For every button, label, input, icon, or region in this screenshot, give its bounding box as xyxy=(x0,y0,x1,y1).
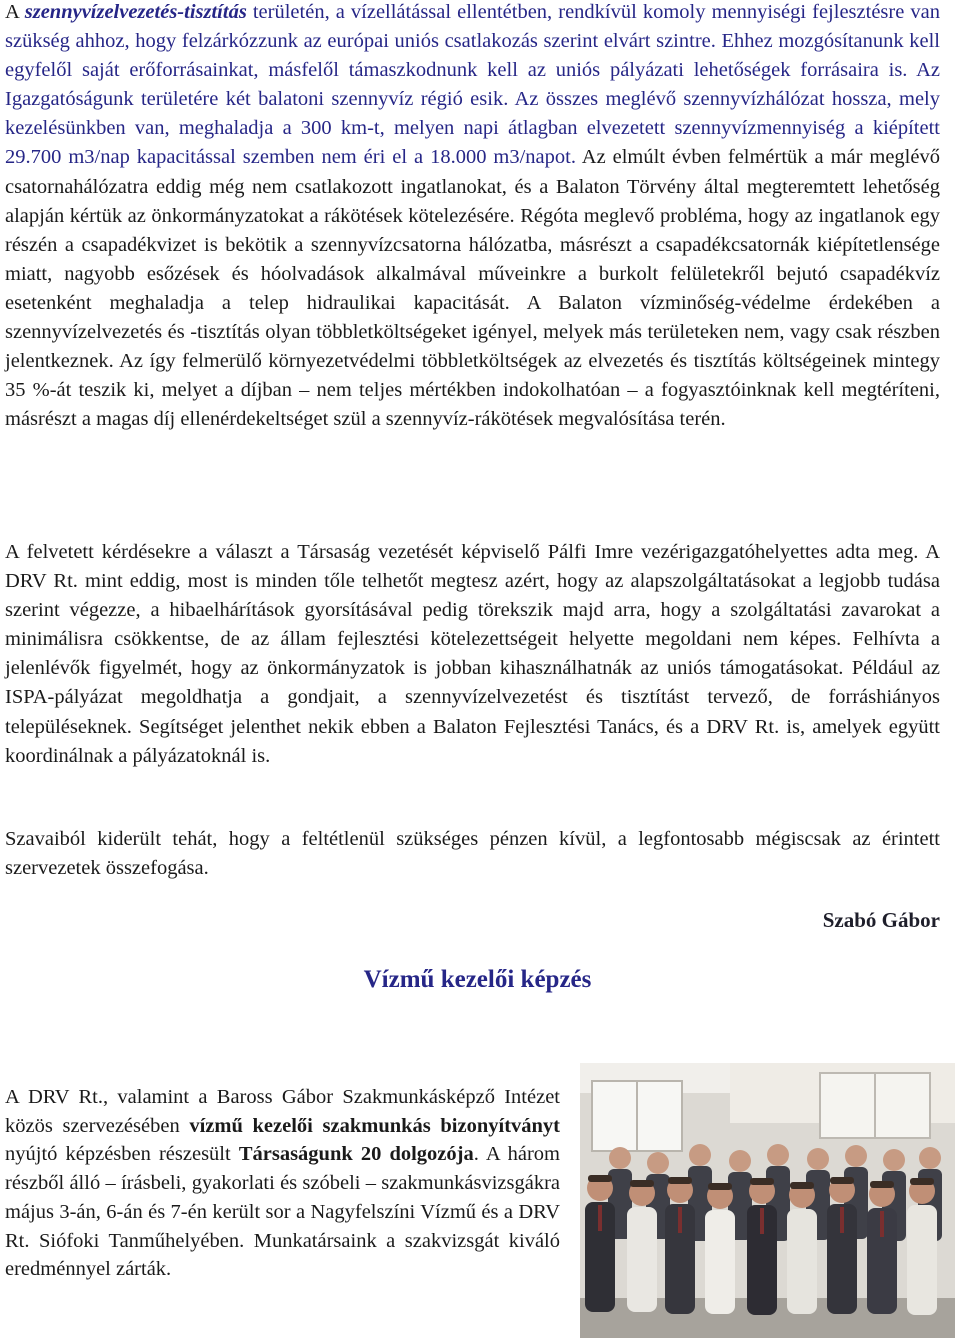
training-bold-2: Társaságunk 20 dolgozója xyxy=(238,1143,474,1166)
paragraph-training xyxy=(5,1083,560,1284)
term-wastewater: szennyvízelvezetés-tisztítás xyxy=(24,1,247,23)
training-text-1: A DRV Rt., valamint a Baross Gábor Szakmunkásképző Intézet közös szervezésében xyxy=(5,1086,560,1137)
training-bold-1: vízmű kezelői szakmunkás bizonyítványt xyxy=(189,1114,560,1137)
para-lead: A xyxy=(5,1,25,23)
paragraph-wastewater xyxy=(5,0,940,434)
training-text-2: nyújtó képzésben részesült xyxy=(5,1143,239,1166)
article-heading: Vízmű kezelői képzés xyxy=(363,966,592,993)
author-signature: Szabó Gábor xyxy=(822,908,940,932)
group-photo xyxy=(580,1063,955,1338)
paragraph-answer: A felvetett kérdésekre a választ a Társaság vezetését képviselő Pálfi Imre vezérigazgatóhelyettes adta meg. A DRV Rt. mint eddig, most is minden tőle telhetőt megtesz azért, hogy az alapszolgáltatásokat a legjobb tudása szerint végezze, a hibaelhárítások gyorsításával pedig törekszik majd arra, hogy a szolgáltatási zavarokat a minimálisra csökkentse, de az állam fejlesztési kötelezettségeit helyette megoldani nem képes. Felhívta a jelenlévők figyelmét, hogy az önkormányzatok is jobban kihasználhatnák az uniós támogatásokat. Például az ISPA-pályázat megoldhatja a gondjait, a szennyvízelvezetést és tisztítást tervező, de forráshiányos településeknek. Segítséget jelenthet nekik ebben a Balaton Fejlesztési Tanács, és a DRV Rt. is, amelyek együtt koordinálnak a pályázatoknál is. xyxy=(5,541,940,767)
para-blue-text-2: Az Igazgatóságunk területére két balatoni szennyvíz régió esik. Az összes meglévő szennyvízhálózat hossza, mely kezelésünkben van, meghaladja a 300 km-t, melyen napi átlagban elvezetett szennyvízmennyiség a kiépített 29.700 m3/nap kapacitással szemben nem éri el a 18.000 m3/napot. xyxy=(5,59,940,169)
paragraph-conclusion: Szavaiból kiderült tehát, hogy a feltétlenül szükséges pénzen kívül, a legfontosabb mégiscsak az érintett szervezetek összefogása. xyxy=(5,828,940,880)
para-text: Az elmúlt évben felmértük a már meglévő csatornahálózatra eddig még nem csatlakozott ingatlanokat, és a Balaton Törvény által megteremtett lehetőség alapján kértük az önkormányzatokat a rákötések kötelezésére. Régóta meglevő probléma, hogy az ingatlanok egy részén a csapadékvizet is bekötik a szennyvízcsatorna hálózatba, másrészt a csapadékcsatornák kiépítetlensége miatt, nagyobb esőzések és hóolvadások alkalmával műveinkre a burkolt felületekről bejutó csapadékvíz esetenként meghaladja a telep hidraulikai kapacitását. A Balaton vízminőség-védelme érdekében a szennyvízelvezetés és -tisztítás olyan többletköltségeket igényel, melyek más területeken nem, vagy csak részben jelentkeznek. Az így felmerülő környezetvédelmi többletköltségek az elvezetés és tisztítás költségeinek mintegy 35 %-át teszik ki, melyet a díjban – nem teljes mértékben indokolhatóan – a fogyasztóinknak kell megtéríteni, másrészt a magas díj ellenérdekeltséget szül a szennyvíz-rákötések megvalósítása terén. xyxy=(5,146,940,431)
para-blue-text: területén, a vízellátással ellentétben, rendkívül komoly mennyiségi fejlesztésre van szükség ahhoz, hogy felzárkózzunk az európai uniós csatlakozás szerint elvárt szintre. Ehhez mozgósítanunk kell egyfelől saját erőforrásainkat, másfelől támaszkodnunk kell az uniós pályázati lehetőségek forrásaira is. xyxy=(5,1,940,82)
training-text-3: . A három részből álló – írásbeli, gyakorlati és szóbeli – szakmunkásvizsgákra május 3-án, 6-án és 7-én került sor a Nagyfelszíni Vízmű és a DRV Rt. Siófoki Tanműhelyében. Munkatársaink a szakvizsgát kiváló eredménnyel zárták. xyxy=(5,1143,560,1281)
